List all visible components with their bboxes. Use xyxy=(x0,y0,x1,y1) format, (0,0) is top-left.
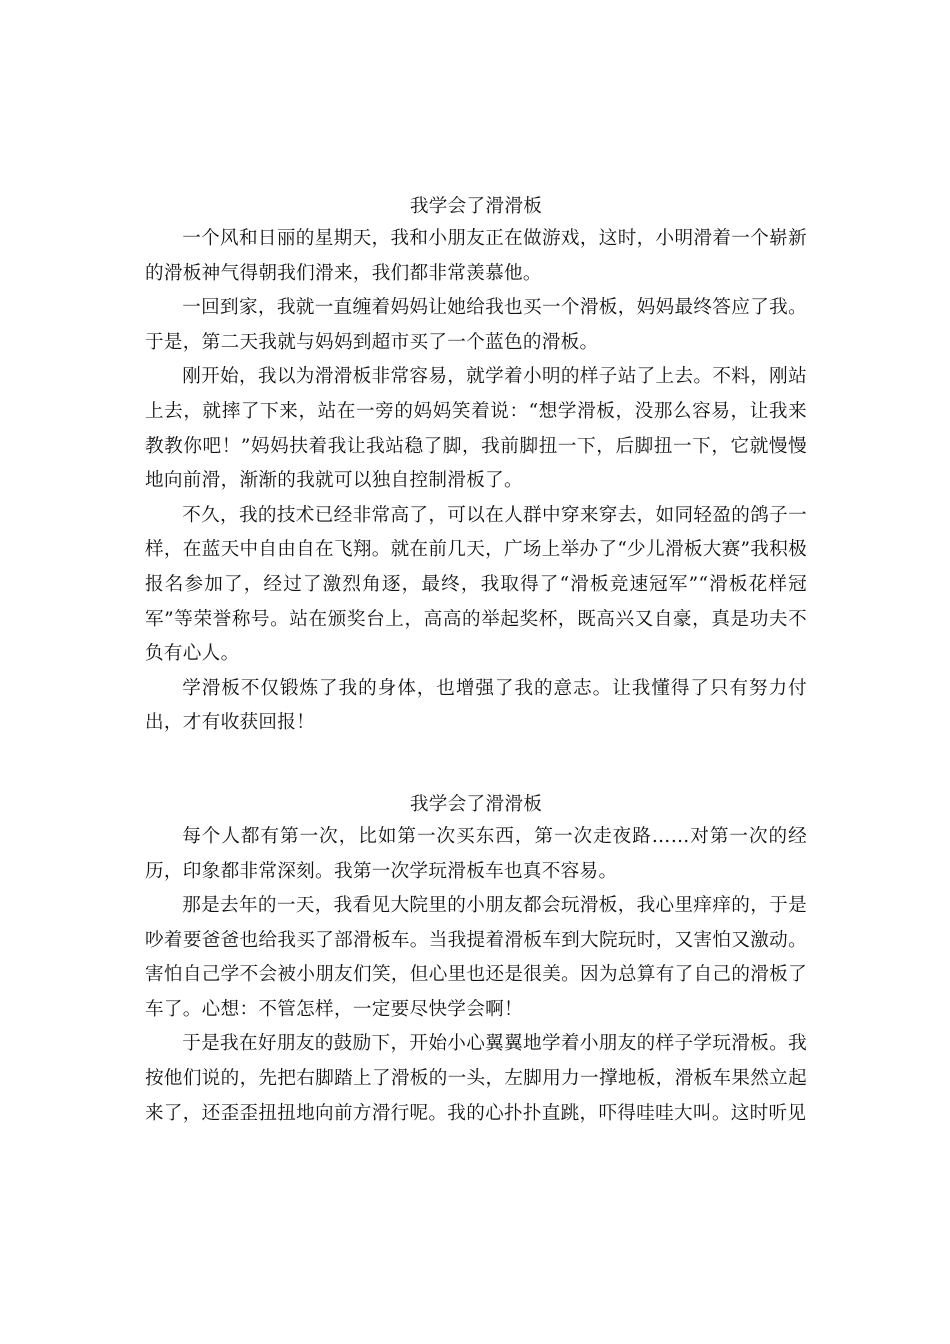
paragraph: 一回到家，我就一直缠着妈妈让她给我也买一个滑板，妈妈最终答应了我。于是，第二天我就与妈妈到超市买了一个蓝色的滑板。 xyxy=(145,297,807,353)
paragraph: 刚开始，我以为滑滑板非常容易，就学着小明的样子站了上去。不料，刚站上去，就摔了下来，站在一旁的妈妈笑着说：“想学滑板，没那么容易，让我来教教你吧！”妈妈扶着我让我站稳了脚，我前脚扭一下，后脚扭一下，它就慢慢地向前滑，渐渐的我就可以独自控制滑板了。 xyxy=(145,366,807,492)
essay-title: 我学会了滑滑板 xyxy=(409,793,543,815)
paragraph: 于是我在好朋友的鼓励下，开始小心翼翼地学着小朋友的样子学玩滑板。我按他们说的，先把右脚踏上了滑板的一头，左脚用力一撑地板，滑板车果然立起来了，还歪歪扭扭地向前方滑行呢。我的心扑扑直跳，吓得哇哇大叫。这时听见 xyxy=(145,1033,807,1124)
essay-2 xyxy=(145,790,807,1131)
paragraph: 一个风和日丽的星期天，我和小朋友正在做游戏，这时，小明滑着一个崭新的滑板神气得朝我们滑来，我们都非常羡慕他。 xyxy=(145,228,807,284)
document-body xyxy=(145,192,807,1131)
paragraph: 不久，我的技术已经非常高了，可以在人群中穿来穿去，如同轻盈的鸽子一样，在蓝天中自由自在飞翔。就在前几天，广场上举办了“少儿滑板大赛”我积极报名参加了，经过了激烈角逐，最终，我取得了“滑板竞速冠军”“滑板花样冠军”等荣誉称号。站在颁奖台上，高高的举起奖杯，既高兴又自豪，真是功夫不负有心人。 xyxy=(145,504,807,665)
essay-1 xyxy=(145,192,807,741)
paragraph: 学滑板不仅锻炼了我的身体，也增强了我的意志。让我懂得了只有努力付出，才有收获回报！ xyxy=(145,677,807,734)
paragraph: 那是去年的一天，我看见大院里的小朋友都会玩滑板，我心里痒痒的，于是吵着要爸爸也给我买了部滑板车。当我提着滑板车到大院玩时，又害怕又激动。害怕自己学不会被小朋友们笑，但心里也还是很美。因为总算有了自己的滑板了车了。心想：不管怎样，一定要尽快学会啊！ xyxy=(145,895,807,1020)
essay-title: 我学会了滑滑板 xyxy=(409,196,543,217)
paragraph: 每个人都有第一次，比如第一次买东西，第一次走夜路……对第一次的经历，印象都非常深刻。我第一次学玩滑板车也真不容易。 xyxy=(145,825,807,882)
